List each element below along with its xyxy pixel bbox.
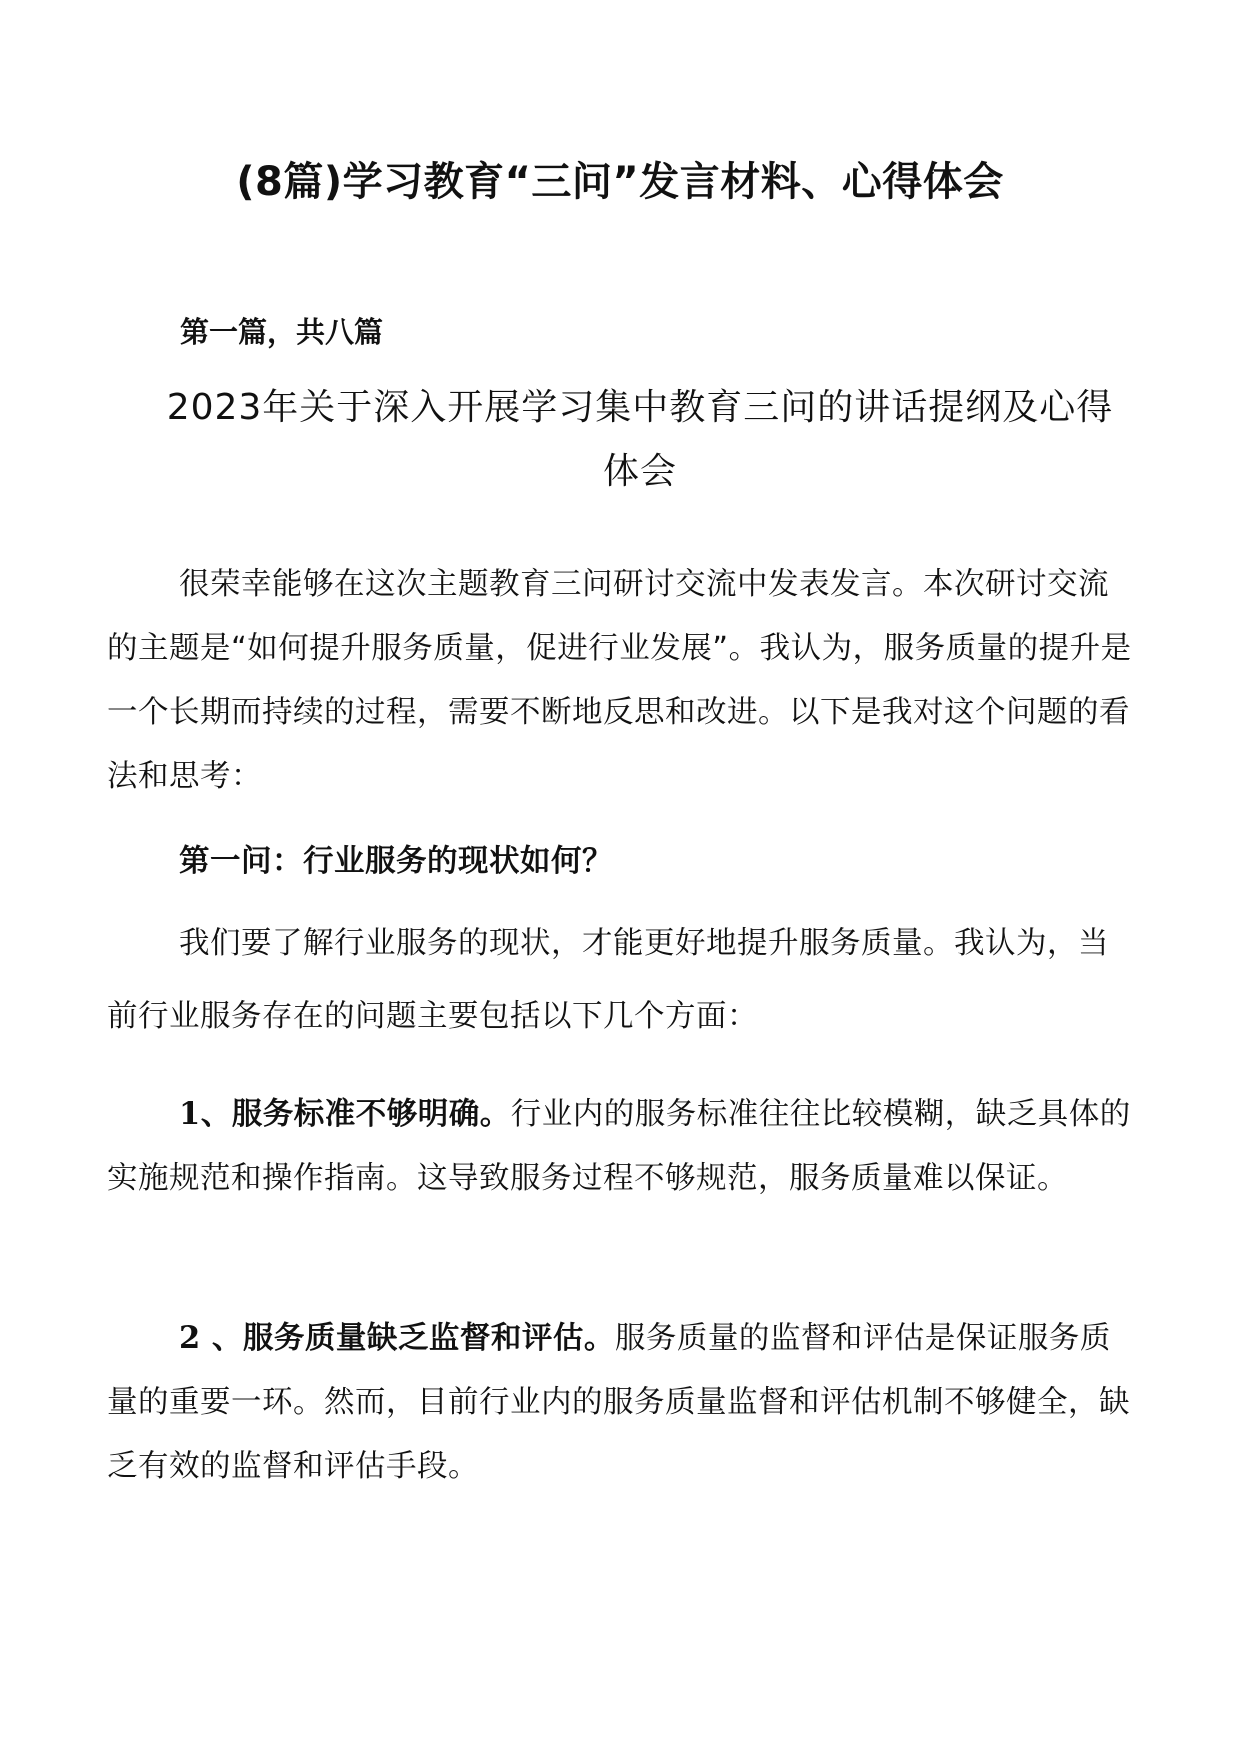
status-paragraph: 我们要了解行业服务的现状，才能更好地提升服务质量。我认为，当前行业服务存在的问题主要包括以下几个方面：	[107, 926, 1109, 1034]
list-item-number: 2	[179, 1320, 201, 1356]
list-item-body: 行业内的服务标准往往比较模糊，缺乏具体的实施规范和操作指南。这导致服务过程不够规范，服务质量难以保证。	[107, 1097, 1131, 1196]
list-item	[107, 1082, 1137, 1211]
list-item-lead	[179, 1321, 615, 1356]
list-item-separator: 、	[200, 1321, 243, 1356]
list-item-separator: 、	[200, 1097, 232, 1132]
list-item-heading: 服务质量缺乏监督和评估。	[242, 1321, 615, 1356]
subtitle: 2023年关于深入开展学习集中教育三问的讲话提纲及心得体会	[166, 387, 1114, 492]
list-item-number: 1	[179, 1096, 201, 1132]
part-label: 第一篇，共八篇	[180, 315, 384, 349]
list-item-lead	[179, 1097, 511, 1132]
document-title: (8篇)学习教育“三问”发言材料、心得体会	[236, 159, 1004, 205]
intro-paragraph: 很荣幸能够在这次主题教育三问研讨交流中发表发言。本次研讨交流的主题是“如何提升服务质量，促进行业发展”。我认为，服务质量的提升是一个长期而持续的过程，需要不断地反思和改进。以下是我对这个问题的看法和思考：	[107, 567, 1132, 794]
question-heading: 第一问：行业服务的现状如何？	[179, 844, 613, 879]
list-item-heading: 服务标准不够明确。	[231, 1097, 511, 1132]
list-item	[107, 1306, 1137, 1499]
list-item-body: 服务质量的监督和评估是保证服务质量的重要一环。然而，目前行业内的服务质量监督和评估机制不够健全，缺乏有效的监督和评估手段。	[107, 1321, 1130, 1484]
